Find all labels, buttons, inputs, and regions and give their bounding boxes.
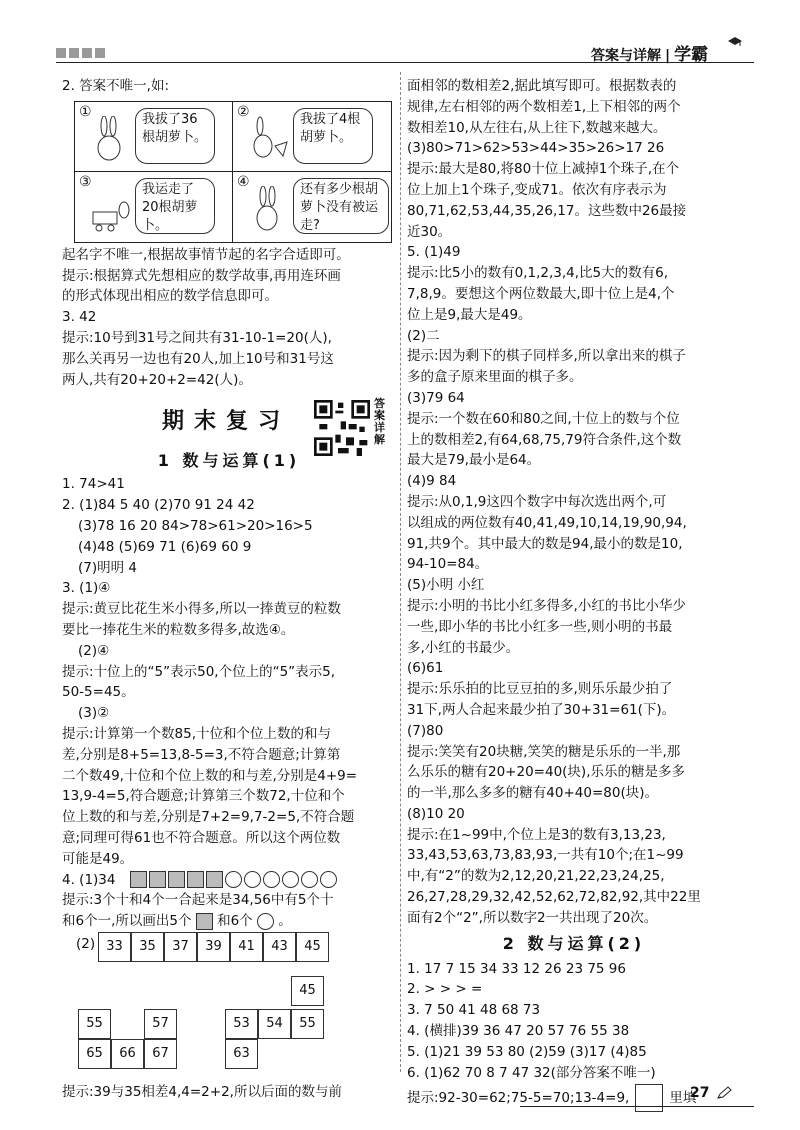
story-panel-2 — [233, 102, 391, 172]
hint-line: 提示:乐乐拍的比豆豆拍的多,则乐乐最少拍了 — [407, 681, 673, 698]
answer-line: (7)80 — [407, 722, 444, 739]
blank-box — [635, 1084, 663, 1112]
answer-line: 3. (1)④ — [62, 580, 111, 597]
hint-line: 提示:最大是80,将80十位上减掉1个珠子,在个 — [407, 161, 680, 178]
one-circle — [244, 871, 261, 888]
hint-line: 31下,两人合起来最少拍了30+31=61(下)。 — [407, 701, 676, 718]
hint-line: 近30。 — [407, 223, 452, 240]
page-number: 27 — [690, 1085, 710, 1101]
hint-text: 。 — [278, 913, 292, 930]
hint-line: 7,8,9。要想这个两位数最大,即十位上是4,个 — [407, 285, 675, 302]
ten-square — [187, 871, 204, 888]
answer-line: 3. 7 50 41 48 68 73 — [407, 1002, 541, 1019]
one-circle — [301, 871, 318, 888]
left-column — [62, 76, 396, 1103]
column-divider — [400, 72, 401, 1072]
grid-blank — [111, 1009, 144, 1039]
hint-line: 提示:10号到31号之间共有31-10-1=20(人), — [62, 329, 332, 346]
answer-line: 1. 17 7 15 34 33 12 26 23 75 96 — [407, 960, 626, 977]
grid-cell: 41 — [230, 932, 263, 962]
speech-bubble: 我拔了36根胡萝卜。 — [135, 108, 215, 164]
hint-line: 位上是9,最大是49。 — [407, 306, 532, 323]
ten-square — [206, 871, 223, 888]
one-circle — [263, 871, 280, 888]
one-circle — [320, 871, 337, 888]
hint-line: 提示:计算第一个数85,十位和个位上数的和与 — [62, 725, 332, 742]
pencil-icon — [716, 1086, 732, 1100]
grid-cell: 66 — [111, 1039, 144, 1069]
ten-square — [149, 871, 166, 888]
story-comic — [74, 101, 392, 243]
answer-line: 4. (横排)39 36 47 20 57 76 55 38 — [407, 1023, 630, 1040]
hint-line: 提示:39与35相差4,4=2+2,所以后面的数与前 — [62, 1083, 342, 1100]
graduation-cap-icon — [728, 37, 742, 47]
hint-text: 提示:92-30=62;75-5=70;13-4=9, — [407, 1090, 630, 1107]
hint-line — [62, 911, 396, 932]
ten-square — [130, 871, 147, 888]
hint-line: 上的数相差2,有64,68,75,79符合条件,这个数 — [407, 431, 682, 448]
answer-line: (5)小明 小红 — [407, 577, 485, 594]
subsection-title: 2 数与运算(2) — [502, 933, 646, 953]
hint-line: 提示:黄豆比花生米小得多,所以一捧黄豆的粒数 — [62, 601, 341, 618]
hint-line: 面相邻的数相差2,据此填写即可。根据数表的 — [407, 78, 677, 94]
speech-bubble: 还有多少根胡萝卜没有被运走? — [293, 178, 389, 234]
hint-line: 提示:根据算式先想相应的数学故事,再用连环画 — [62, 267, 341, 284]
hint-line: 二个数49,十位和个位上数的和与差,分别是4+9= — [62, 767, 358, 784]
hint-line: 那么关再另一边也有20人,加上10号和31号这 — [62, 350, 334, 367]
hint-line: 中,有“2”的数为2,12,20,21,22,23,24,25, — [407, 868, 665, 885]
hint-line: 提示:从0,1,9这四个数字中每次选出两个,可 — [407, 493, 667, 510]
hint-line: 以组成的两位数有40,41,49,10,14,19,90,94, — [407, 514, 687, 531]
q4-answer — [62, 870, 396, 891]
rabbit-carrots-icon — [249, 116, 289, 164]
hint-line: 的一半,那么多多的糖有40+40=80(块)。 — [407, 785, 658, 802]
q2-intro: 2. 答案不唯一,如: — [62, 78, 170, 94]
answer-line: 1. 74>41 — [62, 476, 125, 493]
grid-cell: 37 — [164, 932, 197, 962]
rabbit-icon — [91, 116, 131, 164]
answer-line: (6)61 — [407, 660, 444, 677]
bead-drawing — [130, 871, 337, 888]
hint-text: 和6个 — [217, 913, 253, 930]
hint-line: 两人,共有20+20+2=42(人)。 — [62, 371, 252, 388]
grid-cell: 53 — [225, 1009, 258, 1039]
subsection-title: 1 数与运算(1) — [157, 451, 301, 471]
grid-cell: 45 — [291, 976, 324, 1006]
grid-cell: 65 — [78, 1039, 111, 1069]
grid-cell: 39 — [197, 932, 230, 962]
one-circle — [257, 913, 274, 930]
q4-label: 4. (1)34 — [62, 871, 116, 888]
grid-cell: 55 — [78, 1009, 111, 1039]
answer-line: (4)9 84 — [407, 473, 457, 490]
hint-line: 多,小红的书最少。 — [407, 639, 520, 656]
answer-line: (3)78 16 20 84>78>61>20>16>5 — [78, 517, 313, 534]
grid-cell: 43 — [263, 932, 296, 962]
number-grid — [62, 932, 396, 1082]
hint-line: 80,71,62,53,44,35,26,17。这些数中26最接 — [407, 202, 687, 219]
hint-line: 26,27,28,29,32,42,52,62,72,82,92,其中22里 — [407, 889, 701, 906]
hint-line: 13,9-4=5,符合题意;计算第三个数72,十位和个 — [62, 788, 345, 805]
answer-line: (8)10 20 — [407, 805, 465, 822]
hint-line: 提示:一个数在60和80之间,十位上的数与个位 — [407, 410, 680, 427]
hint-line: 多的盒子原来里面的棋子多。 — [407, 369, 583, 386]
answer-line: (4)48 (5)69 71 (6)69 60 9 — [78, 538, 252, 555]
story-panel-4 — [233, 172, 391, 242]
one-circle — [282, 871, 299, 888]
hint-line: 面有2个“2”,所以数字2一共出现了20次。 — [407, 909, 658, 926]
grid-cell: 35 — [131, 932, 164, 962]
grid-cell: 67 — [144, 1039, 177, 1069]
story-panel-3 — [75, 172, 233, 242]
grid-cell: 63 — [225, 1039, 258, 1069]
hint-line: 50-5=45。 — [62, 684, 135, 701]
hint-line: 提示:小明的书比小红多得多,小红的书比小华少 — [407, 597, 686, 614]
hint-line: 差,分别是8+5=13,8-5=3,不符合题意;计算第 — [62, 746, 341, 763]
hint-line: 规律,左右相邻的两个数相差1,上下相邻的两个 — [407, 98, 681, 115]
header-rule — [56, 62, 754, 63]
hint-line: 94-10=84。 — [407, 556, 489, 573]
hint-line: 提示:在1~99中,个位上是3的数有3,13,23, — [407, 826, 666, 843]
hint-line: 提示:笑笑有20块糖,笑笑的糖是乐乐的一半,那 — [407, 743, 681, 760]
right-column — [407, 76, 741, 1113]
grid-cell: 33 — [98, 932, 131, 962]
one-circle — [225, 871, 242, 888]
answer-line: 5. (1)49 — [407, 244, 461, 261]
speech-bubble: 我拔了4根胡萝卜。 — [293, 108, 373, 164]
panel-number: ① — [79, 103, 92, 120]
answer-line: (3)② — [78, 705, 110, 722]
story-panel-1 — [75, 102, 233, 172]
hint-line: 数相差10,从左往右,从上往下,数越来越大。 — [407, 119, 667, 136]
text-line: 起名字不唯一,根据故事情节起的名字合适即可。 — [62, 246, 350, 263]
hint-text: 里填 — [669, 1090, 697, 1107]
footer-rule — [520, 1106, 754, 1107]
grid-cell: 57 — [144, 1009, 177, 1039]
qr-code-icon — [314, 400, 370, 456]
hint-line: 位上数的和与差,分别是7+2=9,7-2=5,不符合题 — [62, 809, 355, 826]
hint-line: 提示:十位上的“5”表示50,个位上的“5”表示5, — [62, 663, 336, 680]
grid-cell: 45 — [296, 932, 329, 962]
hint-line: 最大是79,最小是64。 — [407, 452, 541, 469]
grid-cell: 55 — [291, 1009, 324, 1039]
section-title: 期末复习 — [162, 408, 291, 434]
answer-line: (7)明明 4 — [78, 559, 138, 576]
speech-bubble: 我运走了20根胡萝卜。 — [135, 178, 215, 234]
hint-line: 提示:因为剩下的棋子同样多,所以拿出来的棋子 — [407, 348, 686, 365]
panel-number: ④ — [237, 173, 250, 190]
hint-line: 位上加上1个珠子,变成71。依次有序表示为 — [407, 181, 667, 198]
hint-line: 的形式体现出相应的数学信息即可。 — [62, 288, 278, 305]
qr-note: 答案详解 — [374, 397, 385, 446]
answer-line: 3. 42 — [62, 309, 97, 326]
grid-cell: 54 — [258, 1009, 291, 1039]
hint-line: 提示:3个十和4个一合起来是34,56中有5个十 — [62, 892, 334, 909]
ten-square — [168, 871, 185, 888]
answer-line: (2)④ — [78, 642, 110, 659]
panel-number: ③ — [79, 173, 92, 190]
answer-line: (2)二 — [407, 327, 440, 344]
hint-line: 提示:比5小的数有0,1,2,3,4,比5大的数有6, — [407, 265, 669, 282]
panel-number: ② — [237, 103, 250, 120]
ten-square — [196, 913, 213, 930]
answer-line: (3)80>71>62>53>44>35>26>17 26 — [407, 140, 665, 157]
answer-line: 5. (1)21 39 53 80 (2)59 (3)17 (4)85 — [407, 1043, 647, 1060]
rabbit-icon — [249, 186, 289, 234]
hint-line: 么乐乐的糖有20+20=40(块),乐乐的糖是多多 — [407, 764, 685, 781]
answer-line: 2. (1)84 5 40 (2)70 91 24 42 — [62, 497, 255, 514]
hint-line: 33,43,53,63,73,83,93,一共有10个;在1~99 — [407, 847, 684, 864]
hint-text: 和6个一,所以画出5个 — [62, 913, 192, 930]
hint-line: 一些,即小华的书比小红多一些,则小明的书最 — [407, 618, 673, 635]
header-decor — [56, 48, 105, 58]
answer-line: 2. > > > = — [407, 981, 483, 998]
answer-line: 6. (1)62 70 8 7 47 32(部分答案不唯一) — [407, 1064, 656, 1081]
hint-line: 要比一捧花生米的粒数多得多,故选④。 — [62, 621, 295, 638]
hint-line: 91,共9个。其中最大的数是94,最小的数是10, — [407, 535, 683, 552]
hint-line: 可能是49。 — [62, 850, 134, 867]
cart-icon — [91, 186, 131, 234]
header-title: 答案与详解 | 学霸 — [591, 45, 709, 65]
answer-line: (3)79 64 — [407, 389, 465, 406]
hint-line: 意;同理可得61也不符合题意。所以这个两位数 — [62, 829, 341, 846]
q4-2-label: (2) — [76, 935, 96, 952]
